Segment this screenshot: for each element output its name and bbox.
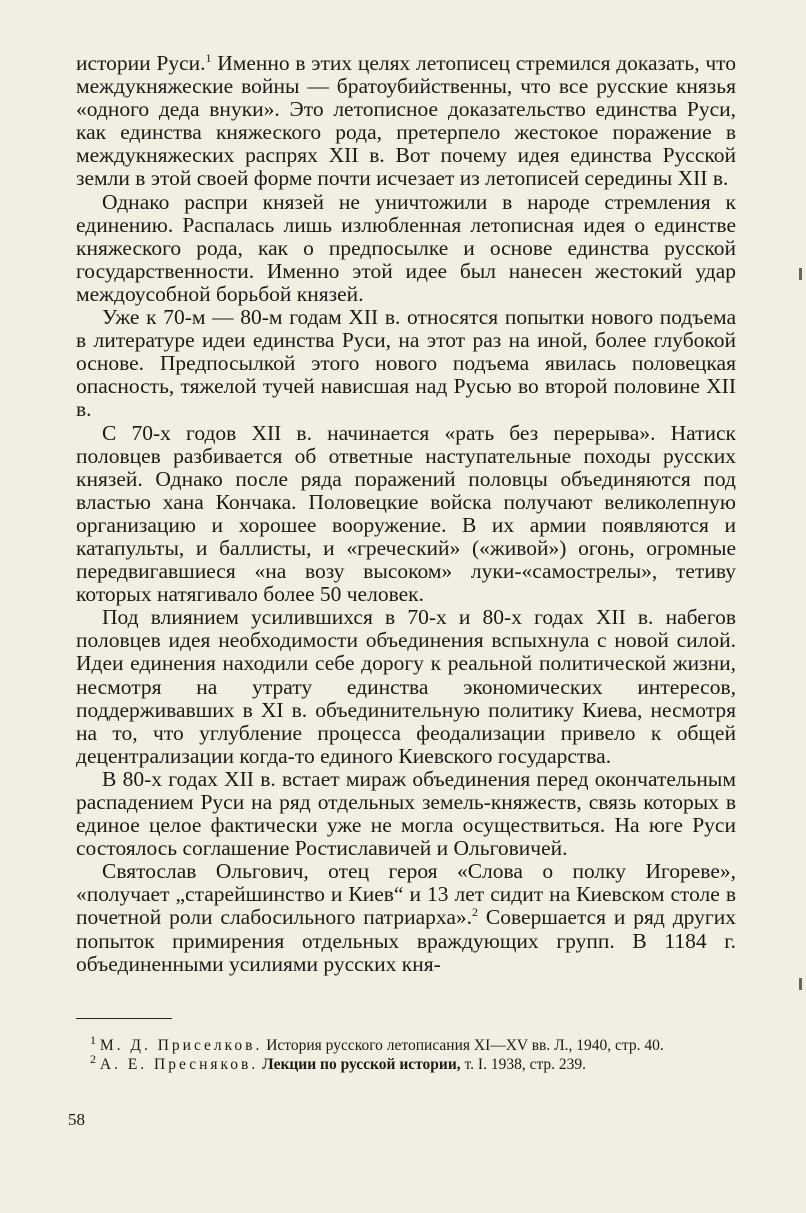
footnote-ref-2: 2 xyxy=(472,905,479,920)
paragraph-5: Под влиянием усилившихся в 70-х и 80-х годах XII в. набегов половцев идея необходимости объединения вспыхнула с новой силой. Идеи единения находили себе дорогу к реальной политической жизни, несмотря на утрату единства экономических интересов, поддерживавших в XI в. объединительную политику Киева, несмотря на то, что углубление процесса феодализации привело к общей децентрализации когда-то единого Киевского государства. xyxy=(76,605,736,768)
scan-edge-mark xyxy=(799,268,802,280)
paragraph-2: Однако распри князей не уничтожили в народе стремления к единению. Распалась лишь излюбленная летописная идея о единстве княжеского рода, как о предпосылке и основе единства русской государственности. Именно этой идее был нанесен жестокий удар междоусобной борьбой князей. xyxy=(76,189,736,306)
main-text xyxy=(76,52,736,976)
footnote-ref-1: 1 xyxy=(205,50,212,65)
footnote-2 xyxy=(76,1051,736,1074)
footnote-text: История русского летописания XI—XV вв. Л., 1940, стр. 40. xyxy=(266,1037,664,1054)
footnote-1 xyxy=(76,1032,736,1055)
footnote-mark: 1 xyxy=(90,1032,96,1047)
footnotes xyxy=(76,1032,736,1074)
footnote-text: т. I. 1938, стр. 239. xyxy=(464,1056,587,1073)
footnote-author: М. Д. Приселков. xyxy=(99,1037,263,1054)
scan-edge-mark xyxy=(799,978,802,990)
footnote-author: А. Е. Пресняков. xyxy=(99,1056,259,1073)
paragraph-7: Святослав Ольгович, отец героя «Слова о полку Игореве», «получает „старейшинство и Киев“ и 13 лет сидит на Киевском столе в почетной роли слабосильного патриарха».$^2$ Совершается и ряд других попыток примирения отдельных враждующих групп. В 1184 г. объединенными усилиями русских кня- xyxy=(76,859,736,976)
paragraph-6: В 80-х годах XII в. встает мираж объединения перед окончательным распадением Руси на ряд отдельных земель-княжеств, связь которых в единое целое фактически уже не могла осуществиться. На юге Руси состоялось соглашение Ростиславичей и Ольговичей. xyxy=(76,766,736,861)
footnote-title: Лекции по русской истории, xyxy=(262,1056,461,1073)
footnote-mark: 2 xyxy=(90,1051,96,1066)
footnote-divider xyxy=(76,1018,172,1019)
paragraph-3: Уже к 70-м — 80-м годам XII в. относятся попытки нового подъема в литературе идеи единства Руси, на этот раз на иной, более глубокой основе. Предпосылкой этого нового подъема явилась половецкая опасность, тяжелой тучей нависшая над Русью во второй половине XII в. xyxy=(76,305,736,422)
paragraph-1: истории Руси.$^1$ Именно в этих целях летописец стремился доказать, что междукняжеские войны — братоубийственны, что все русские князья «одного деда внуки». Это летописное доказательство единства Руси, как единства княжеского рода, претерпело жестокое поражение в междукняжеских распрях XII в. Вот почему идея единства Русской земли в этой своей форме почти исчезает из летописей середины XII в. xyxy=(76,50,736,191)
paragraph-4: С 70-х годов XII в. начинается «рать без перерыва». Натиск половцев разбивается об ответные наступательные походы русских князей. Однако после ряда поражений половцы объединяются под властью хана Кончака. Половецкие войска получают великолепную организацию и хорошее вооружение. В их армии появляются и катапульты, и баллисты, и «греческий» («живой») огонь, огромные передвигавшиеся «на возу высоком» луки-«самострелы», тетиву которых натягивало более 50 человек. xyxy=(76,420,736,607)
page-number: 58 xyxy=(68,1110,85,1129)
